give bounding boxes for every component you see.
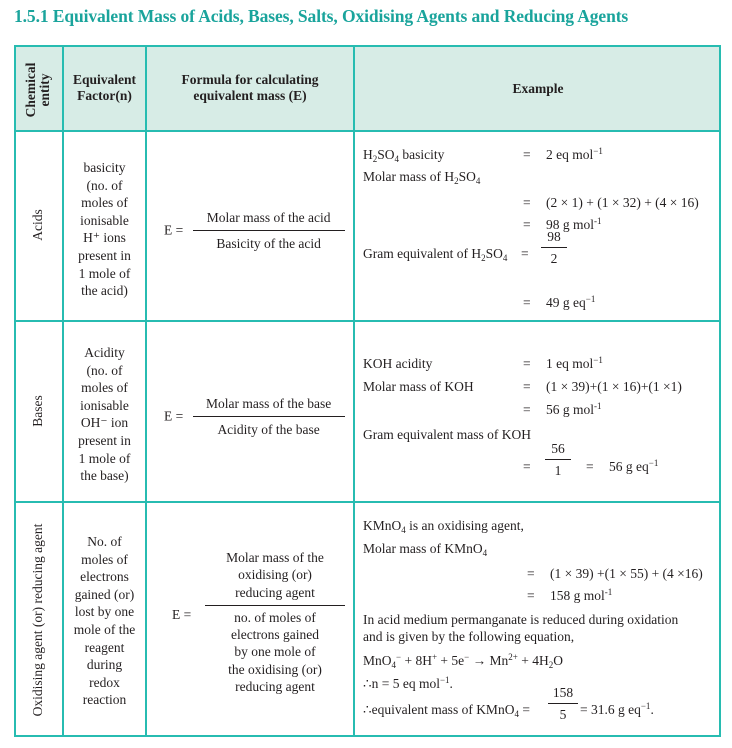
exponent: −1 <box>439 675 450 685</box>
row-redox-formula-lhs: E = <box>172 607 192 622</box>
equals-sign: = <box>523 379 531 394</box>
equals-sign: = <box>527 566 535 581</box>
equivalent-mass-table <box>14 45 721 737</box>
column-divider <box>145 47 147 735</box>
numerator-line: reducing agent <box>235 584 315 600</box>
equation-part: O <box>553 653 563 668</box>
factor-line: moles of <box>81 195 128 211</box>
equals-sign: = <box>521 246 529 261</box>
equation-part: + 5e <box>437 653 465 668</box>
row-bases-factor <box>64 344 145 485</box>
factor-line: moles of <box>81 551 128 567</box>
example-text: is an oxidising agent, <box>409 518 524 533</box>
factor-line: reaction <box>82 692 127 708</box>
redox-equation: $MnO_4^- + 8H^+ + 5e^- \to Mn^{2+} + 4H_2O$ <box>363 652 563 670</box>
example-text: KOH acidity <box>363 356 433 371</box>
header-formula-line1: Formula for calculating <box>181 72 319 87</box>
factor-line: OH⁻ ion <box>80 415 129 431</box>
equation-part: → Mn <box>469 653 509 668</box>
example-text: Gram equivalent of <box>363 246 468 261</box>
example-value: 49 g eq <box>546 295 586 310</box>
example-value: = 31.6 g eq <box>580 702 641 717</box>
factor-line: reagent <box>84 639 125 655</box>
example-value: 1 eq mol <box>546 356 594 371</box>
header-entity-line2: entity <box>37 73 52 107</box>
example-value: (1 × 39) +(1 × 55) + (4 ×16) <box>550 566 703 581</box>
denominator-line: by one mole of <box>234 644 316 660</box>
equation-part: + 8H <box>401 653 432 668</box>
header-factor-line1: Equivalent <box>72 72 137 87</box>
formula-numerator <box>205 549 345 606</box>
formula-numerator: Molar mass of the base <box>193 395 345 417</box>
header-entity-line1: Chemical <box>23 62 38 118</box>
factor-line: No. of <box>87 534 122 549</box>
fraction-numerator: 98 <box>541 229 567 248</box>
example-fraction <box>545 441 571 479</box>
factor-line: present in <box>78 432 131 448</box>
factor-line: redox <box>89 674 120 690</box>
example-text: ∴n = 5 eq mol <box>363 676 440 691</box>
equation-part: + 4H <box>517 653 549 668</box>
exponent: −1 <box>648 458 659 468</box>
exponent: −1 <box>593 146 603 156</box>
denominator-line: the oxidising (or) <box>228 661 322 677</box>
equals-sign: = <box>523 147 531 162</box>
factor-line: gained (or) <box>74 586 135 602</box>
equals-sign: = <box>522 702 530 717</box>
entity-label: Oxidising agent (or) reducing agent <box>30 523 45 717</box>
numerator-line: oxidising (or) <box>238 567 312 583</box>
factor-line: 1 mole of <box>78 450 131 466</box>
row-bases-entity <box>16 322 62 501</box>
header-chemical-entity <box>16 47 62 131</box>
equals-sign: = <box>523 195 531 210</box>
exponent: −1 <box>593 355 603 365</box>
exponent: −1 <box>585 294 596 304</box>
factor-line: Acidity <box>84 345 125 360</box>
equals-sign: = <box>523 459 531 474</box>
header-formula-line2: equivalent mass (E) <box>193 88 307 103</box>
fraction-numerator: 158 <box>548 685 578 704</box>
example-text: ∴equivalent mass of KMnO <box>363 702 515 717</box>
factor-line: during <box>86 657 123 673</box>
factor-line: (no. of <box>86 362 123 378</box>
denominator-line: electrons gained <box>230 627 320 643</box>
denominator-line: reducing agent <box>235 679 315 695</box>
factor-line: the acid) <box>81 283 128 299</box>
formula-denominator <box>205 606 345 695</box>
example-value: 98 g mol <box>546 217 595 232</box>
header-equivalent-factor <box>64 72 145 104</box>
row-acids-example: $H_2SO_4$ basicity = 2 eq mol$^{-1}$ Molar mass of $H_2SO_4$ = (2 × 1) + (1 × 32) + (4 × 16) = 98 g mol$^{-1}$ Gram equivalent of $H_2SO_4$ = $\frac{98}{2}$ = 49 g $eq^{-1}$ <box>363 146 699 310</box>
factor-line: electrons <box>80 569 129 585</box>
example-value: (2 × 1) + (1 × 32) + (4 × 16) <box>546 195 699 210</box>
numerator-line: Molar mass of the <box>226 550 324 565</box>
equals-sign: = <box>523 356 531 371</box>
equals-sign: = <box>523 217 531 232</box>
row-redox-factor <box>64 533 145 709</box>
row-bases-example: KOH acidity = 1 eq mol$^{-1}$ Molar mass of KOH = (1 × 39)+(1 × 16)+(1 ×1) = 56 g mol$^{-1}$ Gram equivalent mass of KOH = $\frac{56}{1}$ = 56 g $eq^{-1}$ <box>363 355 682 478</box>
header-factor-line2: Factor(n) <box>77 88 132 103</box>
equals-sign: = <box>527 588 535 603</box>
row-redox-entity <box>16 503 62 737</box>
row-redox-example: KMnO$_4$ is an oxidising agent, Molar mass of KMnO$_4$ = (1 × 39) +(1 × 55) + (4 ×16) = 158 g mol$^{-1}$ In acid medium permanganate is reduced during oxidation and is given by the following equation, $MnO_4^- + 8H^+ + 5e^- \to Mn^{2+} + 4H_2O$ ∴n = 5 eq mol$^{-1}$. ∴equivalent mass of KMnO$_4$ = $\frac{158}{5}$ = 31.6 g $eq^{-1}$. <box>363 518 703 722</box>
formula-denominator: Acidity of the base <box>217 422 320 437</box>
formula-h2so4: $H_2SO_4$ <box>363 147 400 164</box>
fraction-denominator: 1 <box>554 463 562 478</box>
equals-sign: = <box>523 402 531 417</box>
example-value: 2 eq mol <box>546 147 594 162</box>
fraction-numerator: 56 <box>545 441 571 460</box>
formula-lhs: E = <box>164 222 184 238</box>
row-acids-formula <box>164 209 345 252</box>
example-value: 56 g mol <box>546 402 595 417</box>
factor-line: ionisable <box>80 397 129 413</box>
equals-sign: = <box>523 295 531 310</box>
denominator-line: no. of moles of <box>234 609 316 625</box>
example-fraction <box>548 685 578 723</box>
equation-part: MnO <box>363 653 392 668</box>
factor-line: moles of <box>81 380 128 396</box>
factor-line: lost by one <box>74 604 135 620</box>
formula-lhs: E = <box>164 408 184 424</box>
row-acids-entity <box>16 132 62 320</box>
fraction-denominator: 5 <box>559 707 567 722</box>
section-title: 1.5.1 Equivalent Mass of Acids, Bases, Salts, Oxidising Agents and Reducing Agents <box>14 6 629 26</box>
exponent: −1 <box>640 701 651 711</box>
row-acids-factor <box>64 159 145 300</box>
factor-line: the base) <box>80 468 129 484</box>
entity-label: Acids <box>30 209 45 241</box>
example-value: 158 g mol <box>550 588 605 603</box>
example-text: Molar mass of KOH <box>363 379 474 394</box>
factor-line: present in <box>78 247 131 263</box>
entity-label: Bases <box>30 395 45 427</box>
example-value: (1 × 39)+(1 × 16)+(1 ×1) <box>546 379 682 394</box>
example-text: Gram equivalent mass of KOH <box>363 427 531 442</box>
fraction-denominator: 2 <box>550 251 558 266</box>
example-text: basicity <box>402 147 445 162</box>
example-value: 56 g eq <box>609 459 649 474</box>
factor-line: (no. of <box>86 177 123 193</box>
equals-sign: = <box>586 459 594 474</box>
row-redox-formula-fraction <box>205 549 345 695</box>
factor-line: H⁺ ions <box>83 230 126 246</box>
factor-line: mole of the <box>73 621 136 637</box>
header-formula <box>147 72 353 104</box>
example-text: In acid medium permanganate is reduced during oxidation <box>363 612 679 627</box>
formula-denominator: Basicity of the acid <box>216 236 321 251</box>
example-text: and is given by the following equation, <box>363 629 575 644</box>
example-text: Molar mass of <box>363 169 441 184</box>
formula-fraction <box>193 395 345 438</box>
factor-line: basicity <box>83 160 126 175</box>
factor-line: ionisable <box>80 212 129 228</box>
formula-numerator: Molar mass of the acid <box>193 209 345 231</box>
factor-line: 1 mole of <box>78 265 131 281</box>
row-bases-formula <box>164 395 345 438</box>
header-example: Example <box>512 81 564 96</box>
example-text: Molar mass of KMnO <box>363 541 483 556</box>
example-fraction <box>541 229 567 267</box>
formula-fraction <box>193 209 345 252</box>
